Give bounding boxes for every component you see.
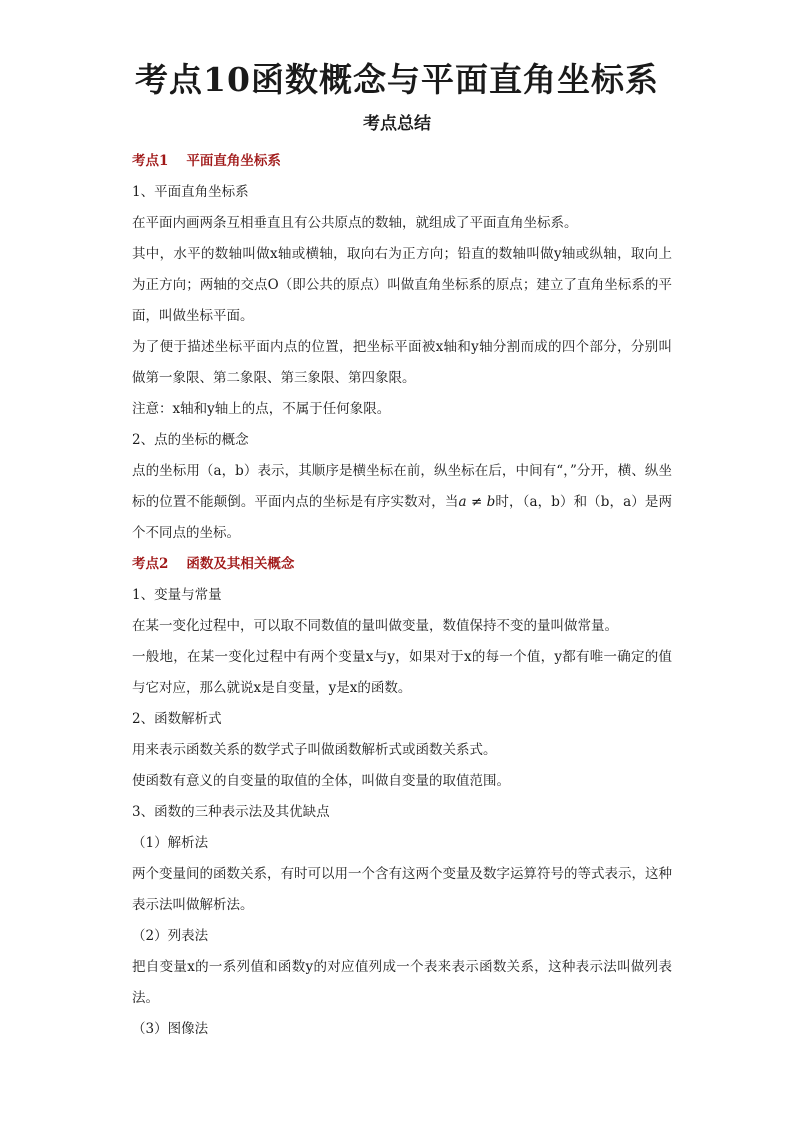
section-1-note: 注意：x轴和y轴上的点，不属于任何象限。 [132, 401, 391, 417]
section-1-subheading-2: 2、点的坐标的概念 [132, 432, 249, 448]
section-2-paragraph-5: 两个变量间的函数关系，有时可以用一个含有这两个变量及数字运算符号的等式表示，这种表示法叫做解析法。 [132, 866, 672, 913]
paragraph-5-text-b: 时，（a，b）和（b，a）是两个不同点的坐标。 [132, 494, 672, 541]
section-1-paragraph-3: 为了便于描述坐标平面内点的位置，把坐标平面被x轴和y轴分割而成的四个部分，分别叫做第一象限、第二象限、第三象限、第四象限。 [132, 339, 672, 386]
section-1-heading [132, 146, 672, 177]
section-2-paragraph-3: 用来表示函数关系的数学式子叫做函数解析式或函数关系式。 [132, 742, 497, 758]
page-subtitle: 考点总结 [363, 114, 431, 134]
section-2-subheading-3: 3、函数的三种表示法及其优缺点 [132, 804, 330, 820]
page-title: 考点10函数概念与平面直角坐标系 [135, 60, 659, 99]
paragraph-5-text-a: 点的坐标用（a，b）表示，其顺序是横坐标在前，纵坐标在后，中间有“，”分开，横、纵坐标的位置不能颠倒。平面内点的坐标是有序实数对，当 [132, 463, 672, 510]
section-1-paragraph-2: 其中，水平的数轴叫做x轴或横轴，取向右为正方向；铅直的数轴叫做y轴或纵轴，取向上为正方向；两轴的交点O（即公共的原点）叫做直角坐标系的原点；建立了直角坐标系的平面，叫做坐标平面。 [132, 246, 672, 324]
section-1-number: 考点1 [132, 153, 169, 169]
section-1-subheading-1: 1、平面直角坐标系 [132, 184, 249, 200]
section-2-paragraph-4: 使函数有意义的自变量的取值的全体，叫做自变量的取值范围。 [132, 773, 510, 789]
method-3-heading: （3）图像法 [132, 1021, 209, 1037]
section-1-label: 平面直角坐标系 [186, 153, 281, 169]
section-2-subheading-2: 2、函数解析式 [132, 711, 222, 727]
section-2-paragraph-1: 在某一变化过程中，可以取不同数值的量叫做变量，数值保持不变的量叫做常量。 [132, 618, 618, 634]
method-1-heading: （1）解析法 [132, 835, 209, 851]
section-1-paragraph-1: 在平面内画两条互相垂直且有公共原点的数轴，就组成了平面直角坐标系。 [132, 215, 578, 231]
method-2-heading: （2）列表法 [132, 928, 209, 944]
section-2-heading [132, 549, 672, 580]
section-2-paragraph-2: 一般地，在某一变化过程中有两个变量x与y，如果对于x的每一个值，y都有唯一确定的值与它对应，那么就说x是自变量，y是x的函数。 [132, 649, 672, 696]
section-2-subheading-1: 1、变量与常量 [132, 587, 222, 603]
section-2-label: 函数及其相关概念 [186, 556, 295, 572]
section-2-number: 考点2 [132, 556, 169, 572]
section-2-paragraph-6: 把自变量x的一系列值和函数y的对应值列成一个表来表示函数关系，这种表示法叫做列表法。 [132, 959, 672, 1006]
document-body [132, 146, 672, 1045]
inequality-math: a ≠ b [458, 494, 496, 510]
section-1-paragraph-5 [132, 456, 672, 549]
